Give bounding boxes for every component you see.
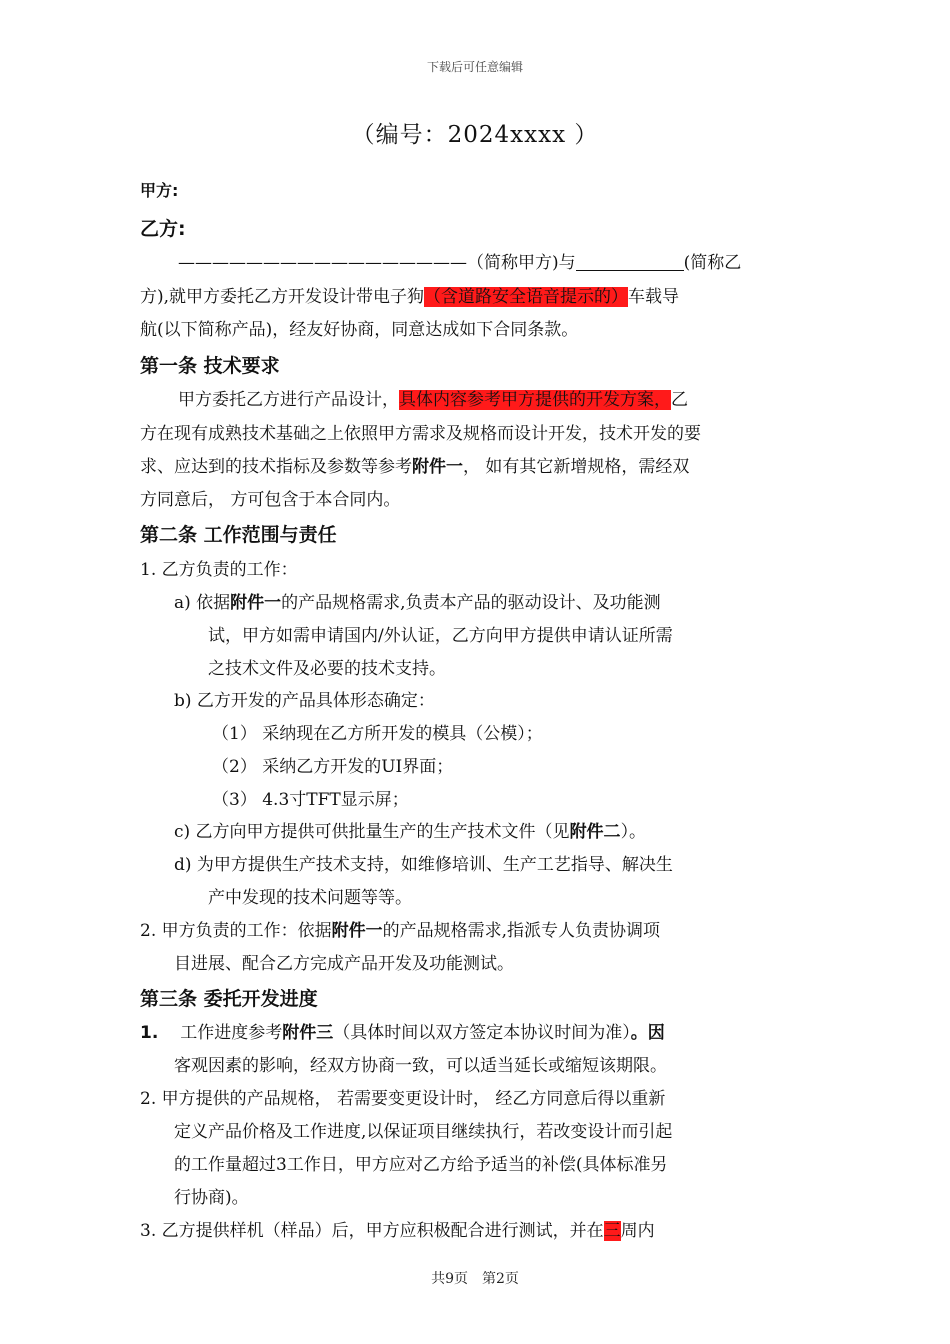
header-note: 下载后可任意编辑 bbox=[426, 60, 523, 74]
party-a-blank-dashes: ————————————————— bbox=[178, 253, 467, 273]
party-b-blank-underline bbox=[576, 252, 684, 271]
article-2-title: 第二条 工作范围与责任 bbox=[140, 524, 337, 546]
article-3-title: 第三条 委托开发进度 bbox=[140, 988, 318, 1010]
highlight-weeks: 三 bbox=[603, 1221, 621, 1241]
current-page: 第2页 bbox=[482, 1271, 519, 1287]
page-footer bbox=[0, 1268, 950, 1288]
party-b-label: 乙方: bbox=[140, 218, 186, 240]
highlight-dev-plan: 具体内容参考甲方提供的开发方案， bbox=[399, 390, 671, 410]
highlight-feature: （含道路安全语音提示的） bbox=[424, 287, 629, 307]
party-a-label: 甲方: bbox=[140, 181, 179, 200]
article-1-title: 第一条 技术要求 bbox=[140, 355, 280, 377]
document-number: （编号：2024xxxx ） bbox=[351, 122, 599, 148]
document-page: 下载后可任意编辑 （编号：2024xxxx ） 甲方: 乙方: —————————————————（简称甲方)与 (简称乙 方),就甲方委托乙方开发设计带电子狗（含道路安全语音提示的）车载导 航(以下简称产品)，经友好协商，同意达成如下合同条款。 第一条 技术要求 甲方委托乙方进行产品设计，具体内容参考甲方提供的开发方案，乙 方在现有成熟技术基础之上依照甲方需求及规格而设计开发，技术开发的要 求、应达到的技术指标及参数等参考附件一， 如有其它新增规格，需经双 方同意后， 方可包含于本合同内。 第二条 工作范围与责任 1. 乙方负责的工作： a) 依据附件一的产品规格需求,负责本产品的驱动设计、及功能测 试，甲方如需申请国内/外认证，乙方向甲方提供申请认证所需 之技术文件及必要的技术支持。 b) 乙方开发的产品具体形态确定： （1） 采纳现在乙方所开发的模具（公模）； （2） 采纳乙方开发的UI界面； （3） 4.3寸TFT显示屏； c) 乙方向甲方提供可供批量生产的生产技术文件（见附件二）。 d) 为甲方提供生产技术支持，如维修培训、生产工艺指导、解决生 产中发现的技术问题等等。 2. 甲方负责的工作：依据附件一的产品规格需求,指派专人负责协调项 目进展、配合乙方完成产品开发及功能测试。 第三条 委托开发进度 1. 工作进度参考附件三（具体时间以双方签定本协议时间为准）。因 客观因素的影响，经双方协商一致，可以适当延长或缩短该期限。 2. 甲方提供的产品规格， 若需要变更设计时， 经乙方同意后得以重新 定义产品价格及工作进度,以保证项目继续执行，若改变设计而引起 的工作量超过3工作日，甲方应对乙方给予适当的补偿(具体标准另 行协商)。 3. 乙方提供样机（样品）后，甲方应积极配合进行测试，并在三周内 共9页 第2页 bbox=[0, 0, 950, 1344]
total-pages: 共9页 bbox=[431, 1271, 468, 1287]
